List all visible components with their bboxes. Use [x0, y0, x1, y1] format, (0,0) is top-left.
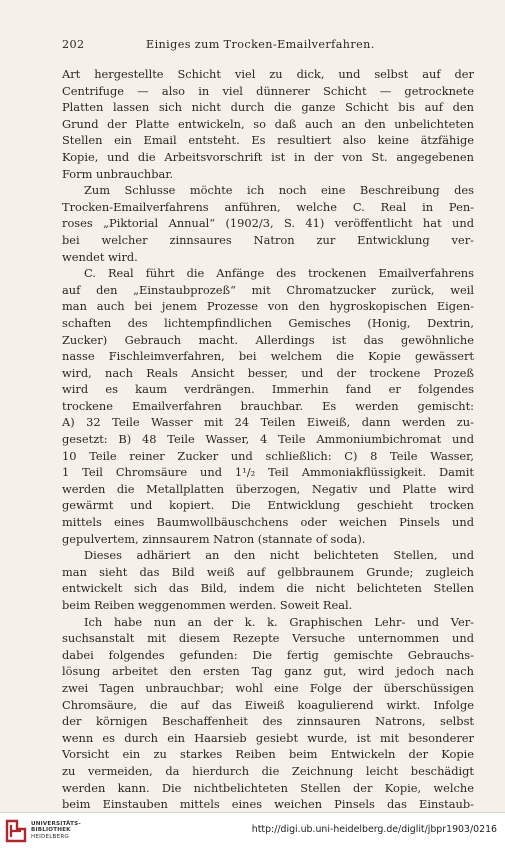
source-url[interactable]: http://digi.ub.uni-heidelberg.de/diglit/jbpr1903/0216 [251, 824, 497, 835]
text-line: mittels eines Baumwollbäuschchens oder weichen Pinsels und [62, 515, 474, 530]
text-line: dabei folgendes gefunden: Die fertig gemischte Gebrauchs- [62, 647, 474, 662]
text-line: der körnigen Beschaffenheit des zinnsauren Natrons, selbst [62, 714, 474, 729]
text-line: Kopie, und die Arbeitsvorschrift ist in der von St. angegebenen [62, 149, 474, 164]
body-text [62, 66, 474, 813]
text-line: auf den „Einstaubprozeß“ mit Chromatzucker zurück, weil [62, 282, 474, 297]
text-line: Vorsicht ein zu starkes Reiben beim Entwickeln der Kopie [62, 747, 474, 762]
text-line: gesetzt: B) 48 Teile Wasser, 4 Teile Ammoniumbichromat und [62, 432, 474, 447]
text-line: beim Einstauben mittels eines weichen Pinsels das Einstaub- [62, 797, 474, 812]
library-seal-icon [5, 819, 27, 843]
text-line: wenn es durch ein Haarsieb gesiebt wurde, ist mit besonderer [62, 730, 474, 745]
text-line: beim Reiben weggenommen werden. Soweit Real. [62, 598, 353, 612]
library-name-line: BIBLIOTHEK [31, 827, 71, 834]
library-name-line: HEIDELBERG [31, 833, 69, 840]
text-line: werden kann. Die nichtbelichteten Stellen der Kopie, welche [62, 780, 474, 795]
text-line: Form unbrauchbar. [62, 166, 174, 181]
text-line: Art hergestellte Schicht viel zu dick, und selbst auf der [62, 67, 474, 81]
text-line: A) 32 Teile Wasser mit 24 Teilen Eiweiß, dann werden zu- [62, 415, 474, 430]
library-name [31, 821, 81, 840]
text-line: Ich habe nun an der k. k. Graphischen Lehr- und Ver- [84, 614, 474, 629]
library-logo[interactable] [5, 819, 95, 845]
text-line: wird, nach Reals Ansicht besser, und der trockene Prozeß [62, 365, 474, 380]
text-line: C. Real führt die Anfänge des trockenen Emailverfahrens [84, 266, 474, 281]
text-line: werden die Metallplatten überzogen, Negativ und Platte wird [62, 481, 474, 496]
text-line: nasse Fischleimverfahren, bei welchem die Kopie gewässert [62, 349, 474, 364]
text-line: wendet wird. [62, 249, 138, 264]
text-line: Dieses adhäriert an den nicht belichteten Stellen, und [84, 548, 474, 563]
text-line: gewärmt und kopiert. Die Entwicklung geschieht trocken [62, 498, 474, 513]
text-line: man sieht das Bild weiß auf gelbbraunem Grunde; zugleich [62, 564, 474, 579]
text-line: roses „Piktorial Annual“ (1902/3, S. 41) veröffentlicht hat und [62, 216, 474, 231]
text-line: lösung arbeitet den ersten Tag ganz gut, wird jedoch nach [62, 664, 474, 679]
text-line: Zucker) Gebrauch macht. Allerdings ist das gewöhnliche [62, 332, 474, 347]
text-line: 1 Teil Chromsäure und 1¹/₂ Teil Ammoniakflüssigkeit. Damit [62, 465, 474, 480]
text-line: entwickelt sich das Bild, indem die nicht belichteten Stellen [62, 581, 474, 596]
running-header [62, 38, 472, 58]
text-line: suchsanstalt mit diesem Rezepte Versuche unternommen und [62, 631, 474, 646]
page-number: 202 [62, 38, 85, 51]
running-title: Einiges zum Trocken-Emailverfahren. [146, 38, 375, 51]
text-line: bei welcher zinnsaures Natron zur Entwicklung ver- [62, 232, 474, 247]
text-line: Centrifuge — also in viel dünnerer Schicht — getrocknete [62, 83, 474, 98]
text-line: Trocken-Emailverfahrens anführen, welche C. Real in Pen- [62, 199, 474, 214]
text-line: Platten lassen sich nicht durch die ganze Schicht bis auf den [62, 100, 474, 115]
text-line: gepulvertem, zinnsaurem Natron (stannate of soda). [62, 531, 366, 546]
text-line: Grund der Platte entwickeln, so daß auch an den unbelichteten [62, 116, 474, 131]
text-line: 10 Teile reiner Zucker und schließlich: C) 8 Teile Wasser, [62, 448, 474, 463]
text-line: man auch bei jenem Prozesse von den hygroskopischen Eigen- [62, 299, 474, 314]
footer-bar [0, 812, 505, 848]
text-line: zwei Tagen unbrauchbar; wohl eine Folge der überschüssigen [62, 680, 474, 695]
text-line: trockene Emailverfahren brauchbar. Es werden gemischt: [62, 398, 474, 413]
text-line: zu vermeiden, da hierdurch die Zeichnung leicht beschädigt [62, 763, 474, 778]
library-name-line: UNIVERSITÄTS- [31, 821, 81, 827]
text-line: schaften des lichtempfindlichen Gemisches (Honig, Dextrin, [62, 315, 474, 330]
text-line: Chromsäure, die auf das Eiweiß koagulierend wirkt. Infolge [62, 697, 474, 712]
text-line: wird es kaum verdrängen. Immerhin fand er folgendes [62, 382, 474, 397]
text-line: Stellen ein Email entsteht. Es resultiert also keine ätzfähige [62, 133, 474, 148]
text-line: Zum Schlusse möchte ich noch eine Beschreibung des [84, 183, 474, 198]
